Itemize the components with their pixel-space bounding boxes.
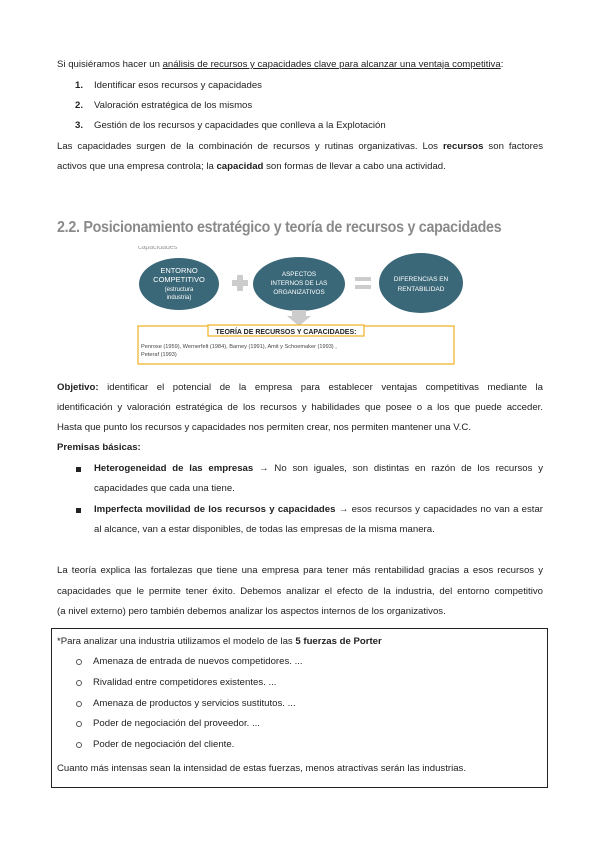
theory-box-text2: Peteraf (1993)	[141, 352, 177, 358]
circle-bullet-icon	[76, 701, 82, 707]
circle-bullet-icon	[76, 721, 82, 727]
square-bullet-icon	[76, 467, 81, 472]
step-1-number: 1.	[75, 80, 84, 91]
circle1-line4: industria)	[166, 295, 192, 301]
equals-icon	[355, 277, 371, 289]
capacidades-line-1	[57, 137, 543, 157]
circle1-line3: (estructura	[164, 287, 194, 293]
objetivo-l1: identificar el potencial de la empresa para establecer ventajas competitivas mediante la	[98, 382, 543, 393]
intro-line	[57, 55, 543, 75]
circle-rentabilidad	[379, 253, 463, 313]
premisa-1-bold: Heterogeneidad de las empresas	[94, 463, 254, 474]
objetivo-line-1	[57, 378, 543, 398]
circle2-line2: INTERNOS DE LAS	[270, 280, 328, 287]
premisa-1-line-1	[94, 459, 543, 479]
cap-l1-bold: recursos	[442, 141, 484, 152]
step-2-text: Valoración estratégica de los mismos	[94, 100, 253, 111]
intro-pre: Si quisiéramos hacer un	[57, 59, 163, 70]
premisa-1-line-2: capacidades que cada una tiene.	[94, 483, 235, 494]
step-1-text: Identificar esos recursos y capacidades	[94, 80, 262, 91]
intro-post: :	[500, 59, 504, 70]
porter-item-5: Poder de negociación del cliente.	[93, 739, 235, 750]
diagram-top-label: capacidades	[138, 246, 178, 251]
premisa-2-l1: → esos recursos y capacidades no van a estar	[335, 504, 544, 515]
intro-underlined: análisis de recursos y capacidades clave para alcanzar una ventaja competitiva	[162, 59, 501, 70]
square-bullet-icon	[76, 508, 81, 513]
strategy-diagram	[136, 246, 466, 366]
section-title: 2.2. Posicionamiento estratégico y teoría de recursos y capacidades	[57, 219, 502, 236]
circle2-line1: ASPECTOS	[281, 271, 317, 278]
porter-conclusion: Cuanto más intensas sean la intensidad de estas fuerzas, menos atractivas serán las industrias.	[57, 763, 467, 774]
objetivo-label: Objetivo:	[57, 382, 99, 393]
cap-l1b: son factores	[483, 141, 543, 152]
circle-bullet-icon	[76, 659, 82, 665]
porter-intro-text: *Para analizar una industria utilizamos el modelo de las	[57, 636, 296, 647]
porter-item-3: Amenaza de productos y servicios sustitutos. ...	[93, 698, 296, 709]
circle-bullet-icon	[76, 742, 82, 748]
premisa-2-line-1	[94, 500, 543, 520]
diagram-svg	[136, 246, 466, 366]
teoria-line-2: capacidades que le permite tener éxito. Debemos analizar el efecto de la industria, del entorno competitivo	[57, 586, 543, 597]
circle3-line1: DIFERENCIAS EN	[393, 276, 449, 283]
premisas-title: Premisas básicas:	[57, 442, 141, 453]
step-2-number: 2.	[75, 100, 84, 111]
capacidades-line-2	[57, 157, 543, 177]
cap-l1a: Las capacidades surgen de la combinación de recursos y rutinas organizativas. Los	[57, 141, 443, 152]
circle2-line3: ORGANIZATIVOS	[273, 289, 325, 296]
objetivo-line-3: Hasta que punto los recursos y capacidades nos permiten crear, nos permiten mantener una V.C.	[57, 422, 472, 433]
circle1-line2: COMPETITIVO	[153, 275, 205, 284]
teoria-line-3: (a nivel externo) pero también debemos analizar los aspectos internos de los organizativos.	[57, 606, 446, 617]
premisa-2-bold: Imperfecta movilidad de los recursos y capacidades	[94, 504, 336, 515]
cap-l2a: activos que una empresa controla; la	[57, 161, 217, 172]
theory-box-text1: Penrose (1959), Wernerfelt (1984), Barney (1991), Amit y Schoemaker (1993) ,	[141, 344, 337, 350]
plus-icon	[232, 275, 248, 291]
porter-item-2: Rivalidad entre competidores existentes. ...	[93, 677, 277, 688]
cap-l2-bold: capacidad	[216, 161, 264, 172]
premisa-1-l1: → No son iguales, son distintas en razón de los recursos y	[253, 463, 543, 474]
cap-l2b: son formas de llevar a cabo una actividad.	[263, 161, 446, 172]
down-arrow-icon	[287, 310, 311, 326]
circle3-line2: RENTABILIDAD	[397, 286, 445, 293]
porter-intro-bold: 5 fuerzas de Porter	[295, 636, 382, 647]
porter-item-4: Poder de negociación del proveedor. ...	[93, 718, 260, 729]
teoria-line-1: La teoría explica las fortalezas que tiene una empresa para tener más rentabilidad gracias a esos recursos y	[57, 565, 543, 576]
circle1-line1: ENTORNO	[160, 266, 198, 275]
step-3-text: Gestión de los recursos y capacidades que conlleva a la Explotación	[94, 120, 386, 131]
porter-item-1: Amenaza de entrada de nuevos competidores. ...	[93, 656, 303, 667]
premisa-2-line-2: al alcance, van a estar disponibles, de todas las empresas de la misma manera.	[94, 524, 435, 535]
theory-box-title: TEORÍA DE RECURSOS Y CAPACIDADES:	[215, 329, 357, 336]
step-3-number: 3.	[75, 120, 84, 131]
circle-bullet-icon	[76, 680, 82, 686]
objetivo-line-2: identificación y valoración estratégica de los recursos y habilidades que posee o a los que puede acceder.	[57, 402, 543, 413]
porter-intro	[57, 632, 543, 652]
